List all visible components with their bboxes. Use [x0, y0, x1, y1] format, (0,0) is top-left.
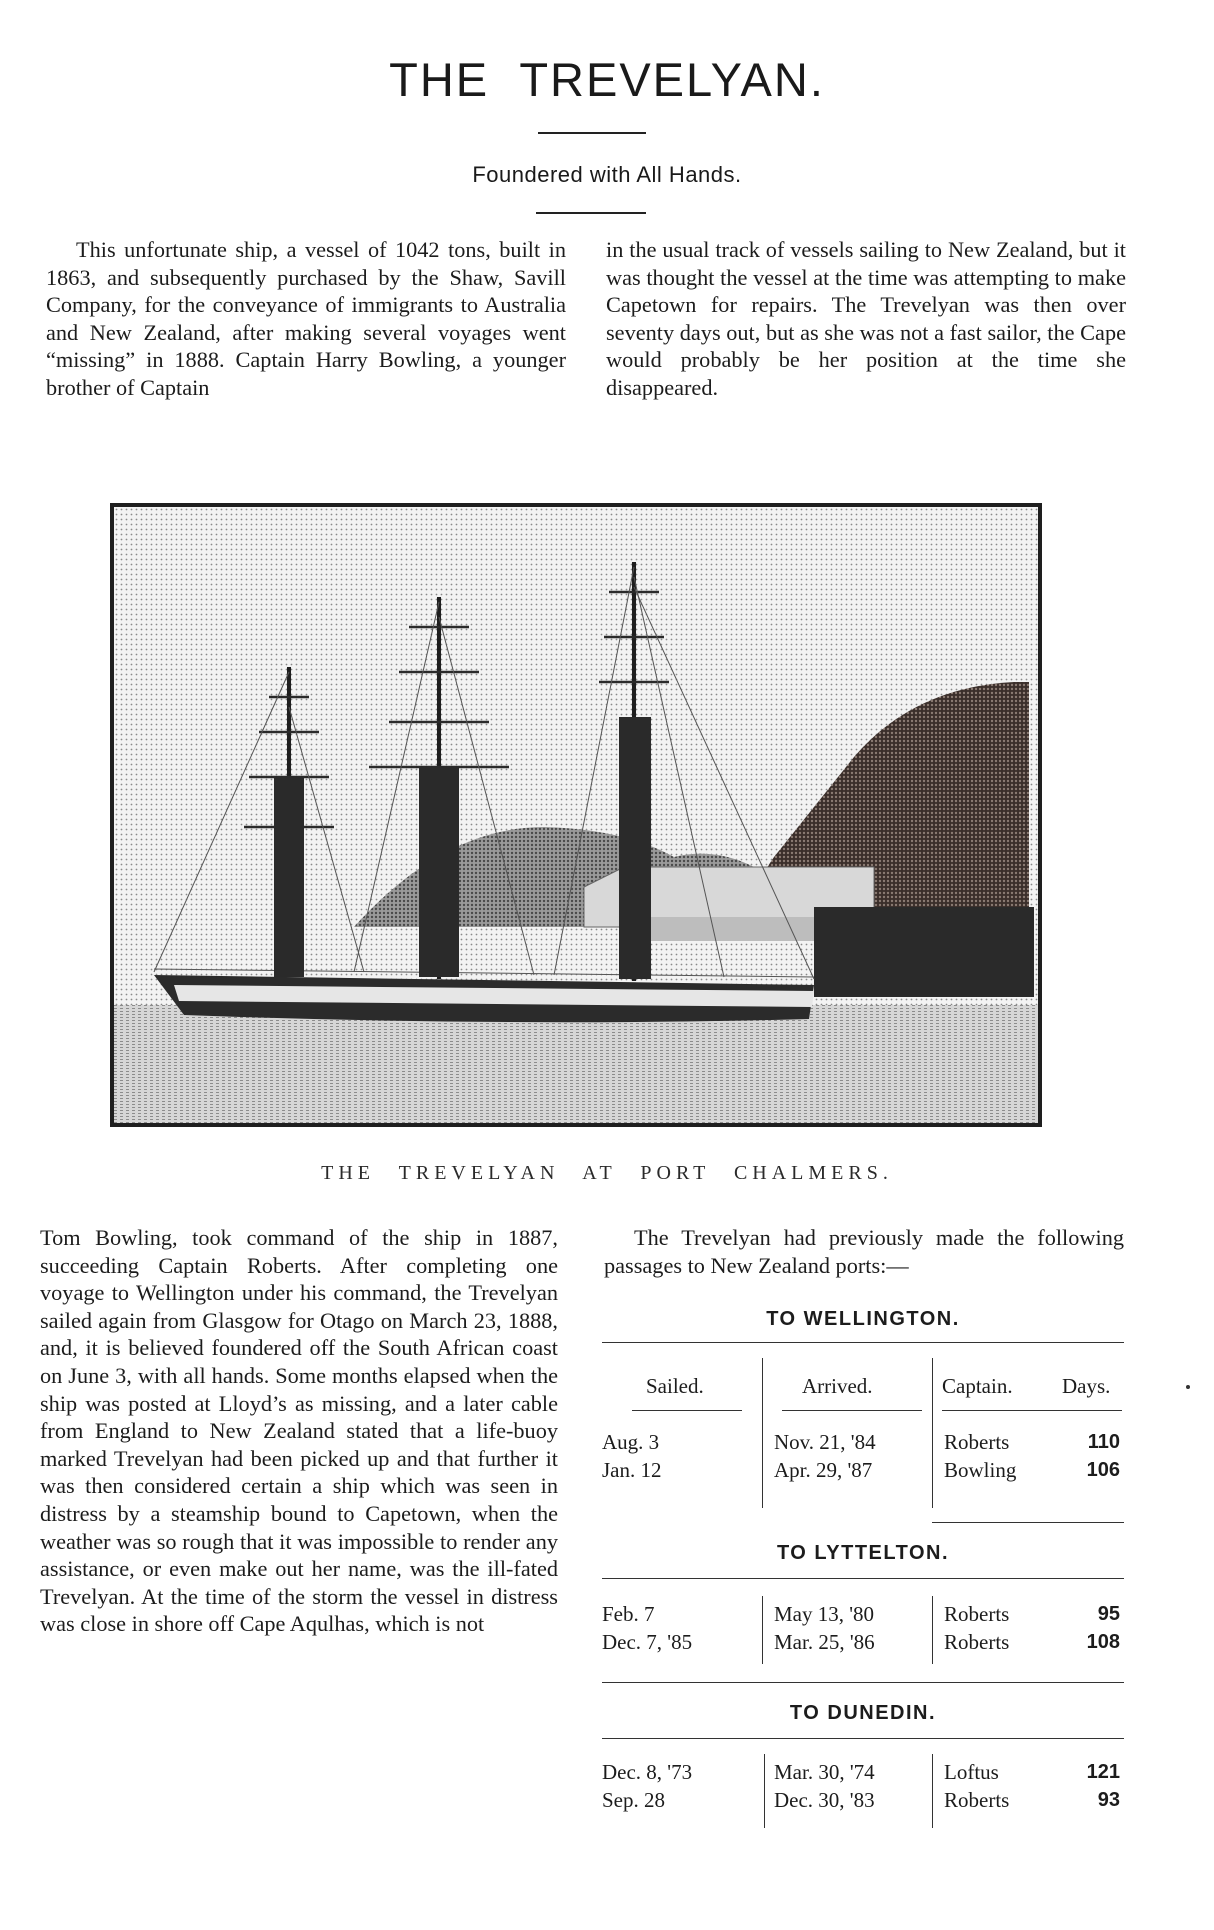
- dunedin-row2-sailed: Sep. 28: [602, 1788, 665, 1812]
- body-column-right: [604, 1224, 1124, 1279]
- section-heading-lyttelton: TO LYTTELTON.: [776, 1542, 950, 1564]
- wellington-row1-captain: Roberts: [944, 1430, 1010, 1454]
- lyttelton-row2-arrived: Mar. 25, '86: [774, 1630, 875, 1654]
- header-underline: [942, 1410, 1122, 1411]
- table-rule: [602, 1578, 1124, 1579]
- header-arrived: Arrived.: [802, 1374, 873, 1398]
- column-divider: [932, 1596, 933, 1664]
- lyttelton-row1-arrived: May 13, '80: [774, 1602, 875, 1626]
- passages-table: [602, 1298, 1124, 1838]
- lyttelton-row2-sailed: Dec. 7, '85: [602, 1630, 693, 1654]
- section-heading-wellington: TO WELLINGTON.: [766, 1308, 960, 1330]
- lyttelton-row1-sailed: Feb. 7: [602, 1602, 655, 1626]
- header-sailed: Sailed.: [646, 1374, 704, 1398]
- column-divider: [762, 1596, 763, 1664]
- header-captain: Captain.: [942, 1374, 1013, 1398]
- dunedin-row1-sailed: Dec. 8, '73: [602, 1760, 693, 1784]
- passages-intro: The Trevelyan had previously made the following passages to New Zealand ports:—: [604, 1225, 1124, 1278]
- article-title: THE TREVELYAN.: [389, 53, 825, 106]
- header-underline: [632, 1410, 742, 1411]
- wellington-row1-days: 110: [1087, 1431, 1120, 1453]
- wellington-row2-days: 106: [1086, 1459, 1120, 1481]
- dunedin-row2-captain: Roberts: [944, 1788, 1010, 1812]
- wellington-row2-captain: Bowling: [944, 1458, 1017, 1482]
- intro-paragraph-left: This unfortunate ship, a vessel of 1042 tons, built in 1863, and subsequently purchased by the Shaw, Savill Company, for the conveyance of immigrants to Australia and New Zealand, after making several voyages went “missing” in 1888. Captain Harry Bowling, a younger brother of Captain: [46, 237, 566, 400]
- intro-column-left: [46, 236, 566, 402]
- section-heading-dunedin: TO DUNEDIN.: [789, 1702, 937, 1724]
- dunedin-row1-captain: Loftus: [944, 1760, 999, 1784]
- intro-paragraph-right: in the usual track of vessels sailing to New Zealand, but it was thought the vessel at the time was attempting to make Capetown for repairs. The Trevelyan was then over seventy days out, but as she was not a fast sailor, the Cape would probably be her position at the time she disappeared.: [606, 237, 1126, 400]
- lyttelton-row2-days: 108: [1086, 1631, 1120, 1653]
- subtitle-rule: [536, 212, 646, 214]
- lyttelton-row1-days: 95: [1097, 1603, 1120, 1625]
- column-divider: [764, 1754, 765, 1828]
- article-subtitle: Foundered with All Hands.: [472, 162, 742, 187]
- dunedin-row2-arrived: Dec. 30, '83: [774, 1788, 875, 1812]
- dunedin-row2-days: 93: [1097, 1789, 1120, 1811]
- ship-photograph: [110, 503, 1042, 1127]
- wellington-row2-sailed: Jan. 12: [602, 1458, 662, 1482]
- lyttelton-row1-captain: Roberts: [944, 1602, 1010, 1626]
- column-divider: [932, 1754, 933, 1828]
- table-rule: [602, 1342, 1124, 1343]
- wellington-row1-arrived: Nov. 21, '84: [774, 1430, 876, 1454]
- dunedin-row1-arrived: Mar. 30, '74: [774, 1760, 875, 1784]
- header-days: Days.: [1062, 1374, 1111, 1398]
- lyttelton-row2-captain: Roberts: [944, 1630, 1010, 1654]
- ship-illustration: [114, 507, 1038, 1123]
- table-rule: [932, 1522, 1124, 1523]
- body-column-left: [40, 1224, 558, 1638]
- dunedin-row1-days: 121: [1086, 1761, 1120, 1783]
- intro-column-right: [606, 236, 1126, 402]
- wellington-row2-arrived: Apr. 29, '87: [774, 1458, 873, 1482]
- photo-caption: THE TREVELYAN AT PORT CHALMERS.: [321, 1162, 893, 1184]
- body-paragraph-left: Tom Bowling, took command of the ship in 1887, succeeding Captain Roberts. After completing one voyage to Wellington under his command, the Trevelyan sailed again from Glasgow for Otago on March 23, 1888, and, it is believed foundered off the South African coast on June 3, with all hands. Some months elapsed when the ship was posted at Lloyd’s as missing, and a later cable from England to New Zealand stated that a life-buoy marked Trevelyan had been picked up and that further it was then considered certain a ship which was seen in distress by a steamship bound to Capetown, when the weather was so rough that it was impossible to render any assistance, or even make out her name, was the ill-fated Trevelyan. At the time of the storm the vessel in distress was close in shore off Cape Aqulhas, which is not: [40, 1225, 558, 1637]
- print-speck: [1186, 1385, 1190, 1389]
- header-underline: [782, 1410, 922, 1411]
- column-divider: [762, 1358, 763, 1508]
- title-rule: [538, 132, 646, 134]
- table-rule: [602, 1738, 1124, 1739]
- wellington-row1-sailed: Aug. 3: [602, 1430, 660, 1454]
- table-rule: [602, 1682, 1124, 1683]
- column-divider: [932, 1358, 933, 1508]
